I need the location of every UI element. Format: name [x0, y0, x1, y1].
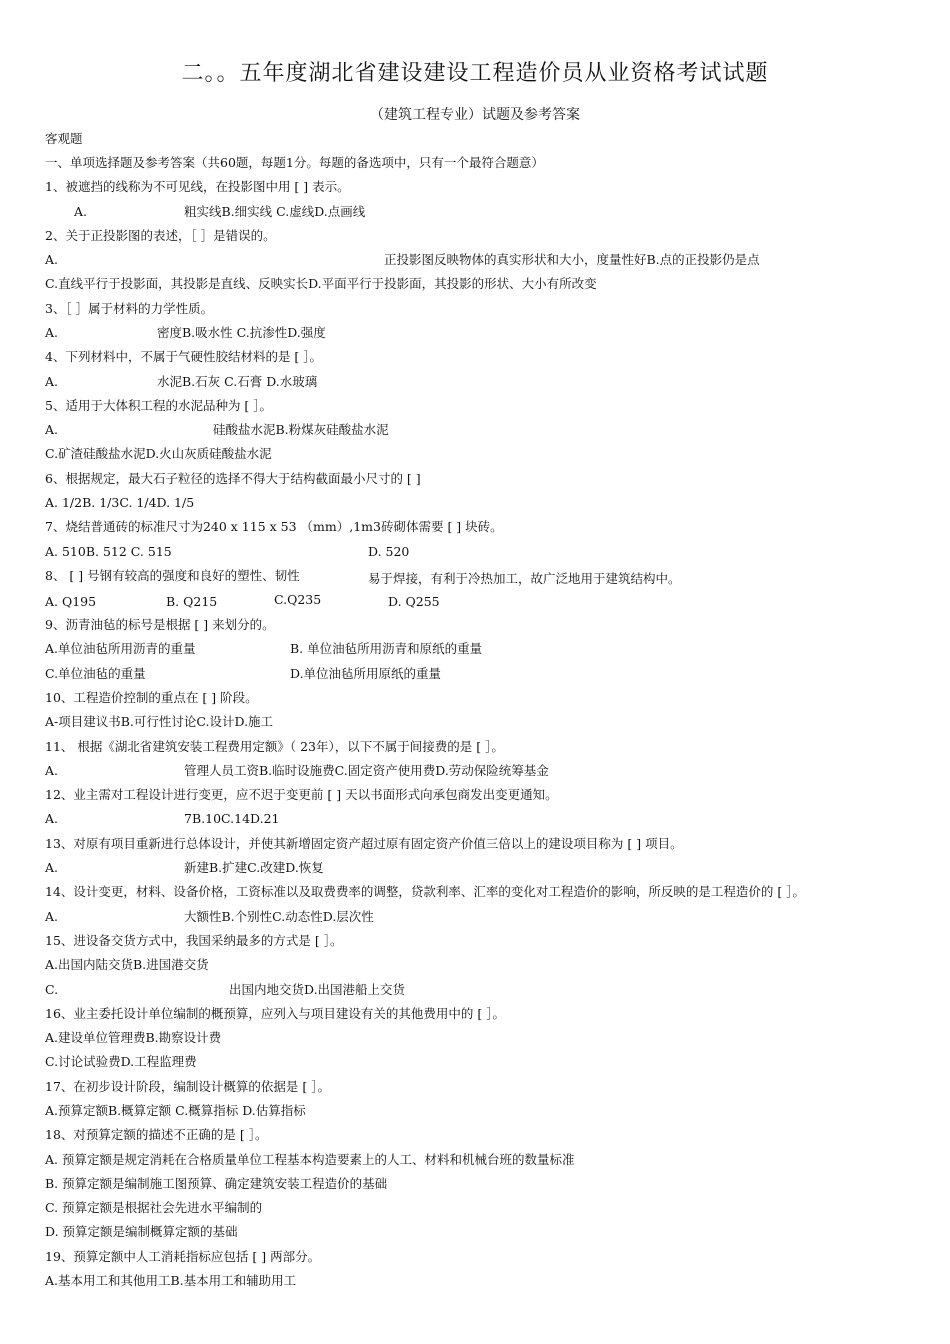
option-text: A. 预算定额是规定消耗在合格质量单位工程基本构造要素上的人工、材料和机械台班的数量标准: [45, 1152, 575, 1167]
option-text: A-项目建议书B.可行性讨论C.设计D.施工: [45, 714, 274, 729]
question-line: 2、关于正投影图的表述，［ ］是错误的。: [45, 228, 276, 243]
option-text: 硅酸盐水泥B.粉煤灰硅酸盐水泥: [213, 422, 389, 437]
option-text: A. 1/2B. 1/3C. 1/4D. 1/5: [45, 495, 195, 510]
option-label: A.: [45, 763, 59, 778]
option-label: A.: [45, 325, 59, 340]
option-text: 粗实线B.细实线 C.虚线D.点画线: [184, 204, 366, 219]
option-text: 密度B.吸水性 C.抗渗性D.强度: [157, 325, 326, 340]
option-text: A.基本用工和其他用工B.基本用工和辅助用工: [45, 1273, 297, 1288]
option-text: A. 510B. 512 C. 515: [45, 544, 172, 559]
question-line: 19、预算定额中人工消耗指标应包括 [ ] 两部分。: [45, 1249, 321, 1264]
question-line: 易于焊接，有利于冷热加工，故广泛地用于建筑结构中。: [368, 571, 681, 586]
option-text: A.建设单位管理费B.勘察设计费: [45, 1030, 222, 1045]
option-label: A.: [45, 252, 59, 267]
option-text: 大额性B.个别性C.动态性D.层次性: [184, 909, 374, 924]
option-text: D. 520: [368, 544, 410, 559]
option-text: D. Q255: [388, 594, 440, 609]
option-label: A.: [45, 860, 59, 875]
question-line: 14、设计变更，材料、设备价格，工资标准以及取费费率的调整，贷款利率、汇率的变化对工程造价的影响，所反映的是工程造价的 [ ］。: [45, 884, 805, 899]
question-line: 13、对原有项目重新进行总体设计，并使其新增固定资产超过原有固定资产价值三倍以上的建设项目称为 [ ] 项目。: [45, 836, 683, 851]
option-text: 管理人员工资B.临时设施费C.固定资产使用费D.劳动保险统筹基金: [184, 763, 549, 778]
question-line: 10、工程造价控制的重点在 [ ] 阶段。: [45, 690, 258, 705]
document-title: 二。。五年度湖北省建设建设工程造价员从业资格考试试题: [181, 61, 769, 86]
question-line: 9、沥青油毡的标号是根据 [ ] 来划分的。: [45, 617, 275, 632]
option-text: C.Q235: [274, 592, 322, 607]
option-label: A.: [45, 374, 59, 389]
option-text: A.单位油毡所用沥青的重量: [45, 641, 196, 656]
question-line: 15、进设备交货方式中，我国采纳最多的方式是 [ ］。: [45, 933, 343, 948]
option-text: A.预算定额B.概算定额 C.概算指标 D.估算指标: [45, 1103, 306, 1118]
option-label: A.: [74, 204, 88, 219]
question-line: 11、 根据《湖北省建筑安装工程费用定额》（ 23年），以下不属于间接费的是 [ ］。: [45, 739, 504, 754]
question-line: 16、业主委托设计单位编制的概预算，应列入与项目建设有关的其他费用中的 [ ］。: [45, 1006, 505, 1021]
question-line: 5、适用于大体积工程的水泥品种为 [ ］。: [45, 398, 273, 413]
section-heading: 客观题: [45, 131, 83, 146]
option-text: 水泥B.石灰 C.石膏 D.水玻璃: [157, 374, 318, 389]
question-line: 8、 [ ] 号钢有较高的强度和良好的塑性、韧性: [45, 568, 300, 583]
option-text: C.单位油毡的重量: [45, 666, 146, 681]
option-text: D. 预算定额是编制概算定额的基础: [45, 1224, 238, 1239]
question-line: 6、根据规定，最大石子粒径的选择不得大于结构截面最小尺寸的 [ ]: [45, 471, 421, 486]
option-text: 新建B.扩建C.改建D.恢复: [184, 860, 324, 875]
question-line: 17、在初步设计阶段，编制设计概算的依据是 [ ］。: [45, 1079, 330, 1094]
option-text: 正投影图反映物体的真实形状和大小，度量性好B.点的正投影仍是点: [384, 252, 760, 267]
question-line: 7、烧结普通砖的标准尺寸为240 x 115 x 53 （mm）,1m3砖砌体需要 [ ] 块砖。: [45, 519, 503, 534]
option-text: C.讨论试验费D.工程监理费: [45, 1054, 197, 1069]
question-line: 3、［ ］属于材料的力学性质。: [45, 301, 214, 316]
option-text: C.矿渣硅酸盐水泥D.火山灰质硅酸盐水泥: [45, 446, 272, 461]
instructions: 一、单项选择题及参考答案（共60题，每题1分。每题的备选项中，只有一个最符合题意）: [45, 155, 544, 170]
option-text: B. 预算定额是编制施工图预算、确定建筑安装工程造价的基础: [45, 1176, 388, 1191]
option-text: D.单位油毡所用原纸的重量: [290, 666, 442, 681]
option-text: 7B.10C.14D.21: [184, 811, 280, 826]
option-text: A.出国内陆交货B.进国港交货: [45, 957, 209, 972]
question-line: 12、业主需对工程设计进行变更，应不迟于变更前 [ ] 天以书面形式向承包商发出变更通知。: [45, 787, 558, 802]
question-line: 4、下列材料中，不属于气硬性胶结材料的是 [ ］。: [45, 349, 323, 364]
option-text: 出国内地交货D.出国港船上交货: [229, 982, 406, 997]
question-line: 1、被遮挡的线称为不可见线，在投影图中用 [ ] 表示。: [45, 179, 350, 194]
question-line: 18、对预算定额的描述不正确的是 [ ］。: [45, 1127, 268, 1142]
option-label: A.: [45, 909, 59, 924]
option-text: C. 预算定额是根据社会先进水平编制的: [45, 1200, 263, 1215]
option-label: A.: [45, 811, 59, 826]
option-text: B. 单位油毡所用沥青和原纸的重量: [290, 641, 483, 656]
option-text: A. Q195: [45, 594, 97, 609]
option-text: C.直线平行于投影面，其投影是直线、反映实长D.平面平行于投影面，其投影的形状、大小有所改变: [45, 276, 597, 291]
option-label: C.: [45, 982, 59, 997]
option-text: B. Q215: [166, 594, 218, 609]
document-subtitle: （建筑工程专业）试题及参考答案: [370, 107, 580, 123]
option-label: A.: [45, 422, 59, 437]
